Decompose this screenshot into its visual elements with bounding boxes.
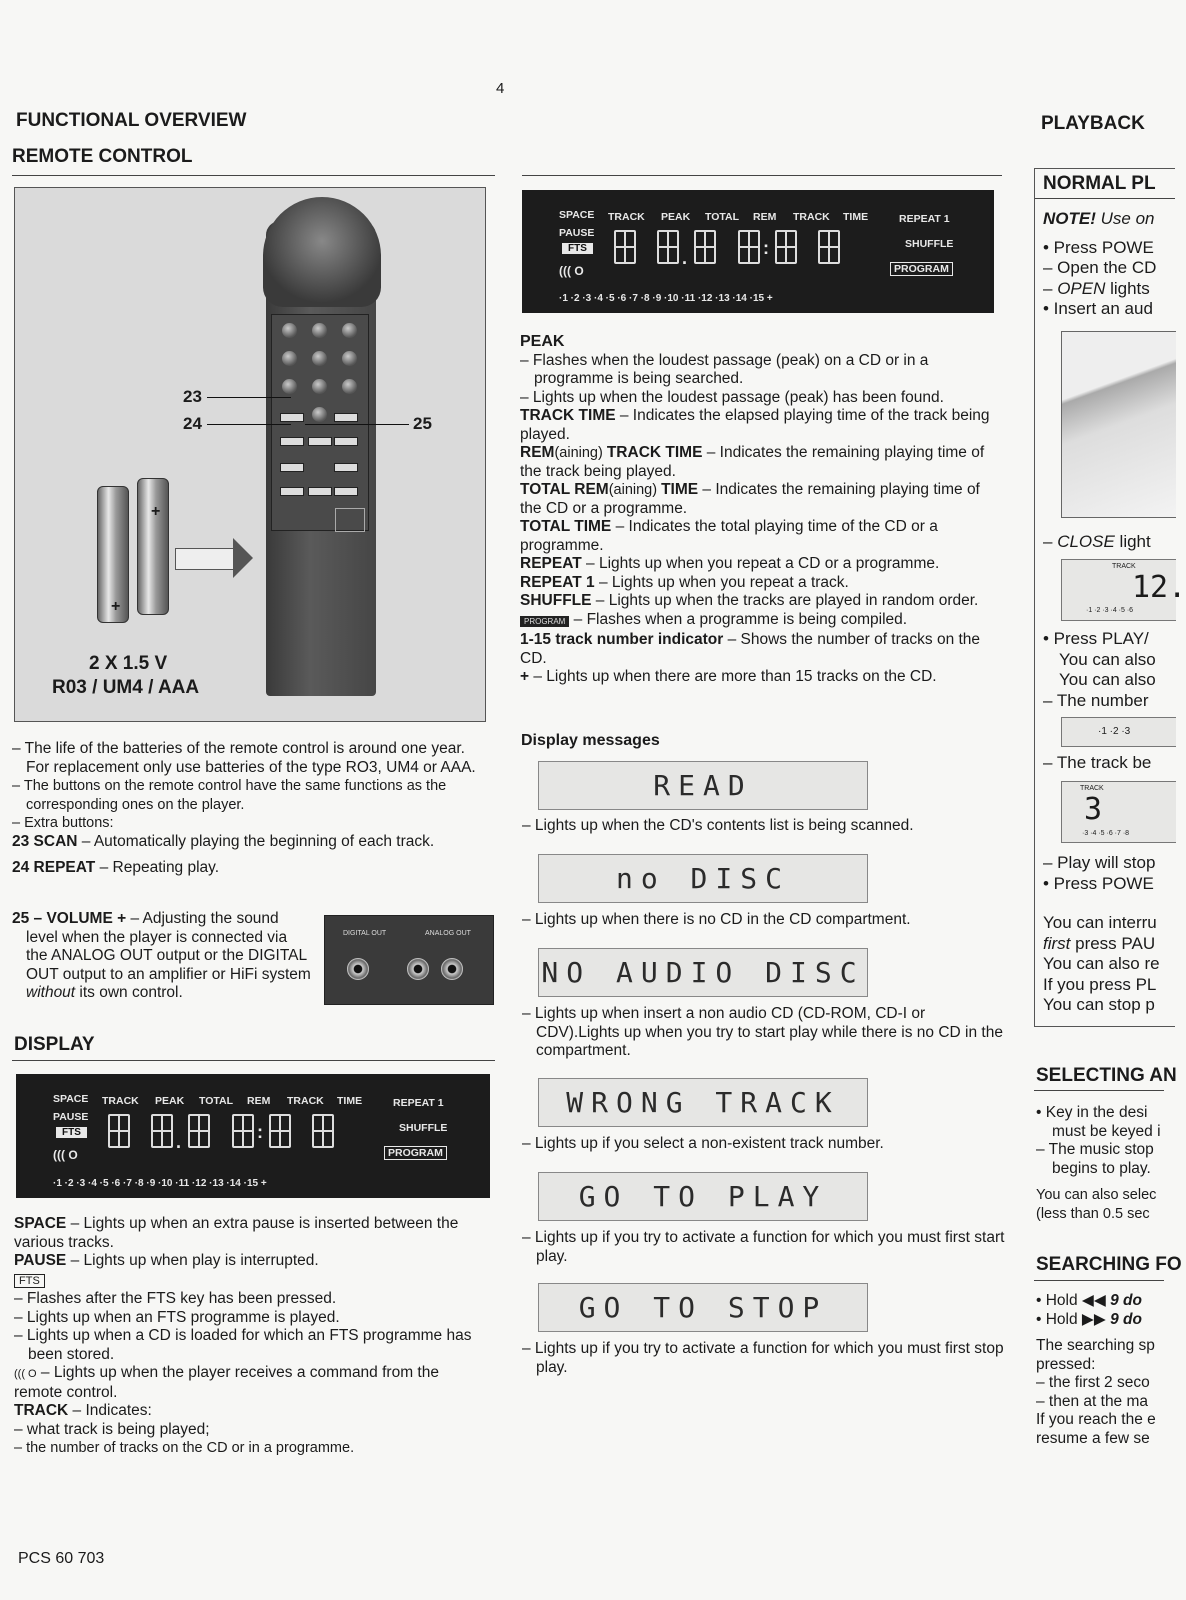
track-screen-3: TRACK 3 ·3 ·4 ·5 ·6 ·7 ·8 — [1061, 781, 1176, 843]
display-descriptions: SPACE – Lights up when an extra pause is inserted between the various tracks. PAUSE – Lights up when play is interrupted. FTS – Flashes after the FTS key has been pressed. – Lights up when an FTS programme is played. – Lights up when a CD is loaded for which an FTS programme has been stored. ((( O – Lights up when the player receives a command from the remote control. TRACK – Indicates: – what track is being played; – the number of tracks on the CD or in a programme. — [14, 1215, 472, 1456]
insert-arrow — [175, 548, 236, 570]
indicator-descriptions: PEAK – Flashes when the loudest passage (peak) on a CD or in a programme is being searched. – Lights up when the loudest passage (peak) has been found. TRACK TIME – Indicates the elapsed playing time of the track being played. REM(aining) TRACK TIME – Indicates the remaining playing time of the track being played. TOTAL REM(aining) TIME – Indicates the remaining playing time of the CD or a programme. TOTAL TIME – Indicates the total playing time of the CD or a programme. REPEAT – Lights up when you repeat a CD or a programme. REPEAT 1 – Lights up when you repeat a track. SHUFFLE – Lights up when the tracks are played in random order. PROGRAM – Flashes when a programme is being compiled. 1-15 track number indicator – Shows the number of tracks on the CD. + – Lights up when there are more than 15 tracks on the CD. — [520, 333, 990, 685]
selecting-title: SELECTING AN — [1036, 1065, 1177, 1086]
msg-no-audio-disc: NO AUDIO DISC — [538, 948, 868, 997]
battery-2 — [137, 478, 169, 615]
msg-read-text: – Lights up when the CD's contents list is being scanned. — [522, 817, 914, 834]
arrow-head-icon — [233, 538, 253, 578]
battery-spec-2: R03 / UM4 / AAA — [52, 677, 200, 698]
messages-title: Display messages — [521, 732, 660, 749]
remote-notes: – The life of the batteries of the remote control is around one year. For replacement only use batteries of the type RO3, UM4 or AAA. – The buttons on the remote control have the same functions as the corresponding ones on the player. – Extra buttons: 23 SCAN – Automatically playing the beginning of each track. 24 REPEAT – Repeating play. — [12, 740, 476, 876]
remote-logo — [263, 197, 381, 307]
display-diagram-middle: SPACE TRACK PEAK TOTAL REM TRACK TIME REPEAT 1 PAUSE FTS ((( O SHUFFLE PROGRAM . : ·1 ·2 ·3 ·4 ·5 ·6 ·7 ·8 ·9 ·10 ·11 ·12 ·13 ·14 ·15 + — [522, 190, 994, 313]
searching-text: • Hold ◀◀ 9 do • Hold ▶▶ 9 do The searching sp pressed: – the first 2 seco – then at the ma If you reach the e resume a few se — [1036, 1292, 1156, 1447]
msg-read: READ — [538, 761, 868, 810]
page-number: 4 — [496, 80, 505, 97]
section-title: FUNCTIONAL OVERVIEW — [16, 110, 247, 131]
analog-out-right-jack — [441, 958, 463, 980]
track-screen-2: ·1 ·2 ·3 — [1061, 717, 1176, 747]
msg-no-audio-disc-text: – Lights up when insert a non audio CD (CD-ROM, CD-I or CDV).Lights up when you try to start play while there is no CD in the compartment. — [522, 1005, 1003, 1059]
msg-wrong-track-text: – Lights up if you select a non-existent track number. — [522, 1135, 884, 1152]
footer-model: PCS 60 703 — [18, 1550, 105, 1567]
track-screen-1: TRACK 12. ·1 ·2 ·3 ·4 ·5 ·6 — [1061, 559, 1176, 621]
msg-no-disc-text: – Lights up when there is no CD in the CD compartment. — [522, 911, 911, 928]
selecting-text: • Key in the desi must be keyed i – The music stop begins to play. You can also selec (less than 0.5 sec — [1036, 1104, 1161, 1222]
battery-spec-1: 2 X 1.5 V — [89, 653, 168, 674]
msg-no-disc: no DISC — [538, 854, 868, 903]
callout-25: 25 — [413, 414, 432, 433]
fts-icon: FTS — [14, 1274, 45, 1288]
output-jacks-figure: DIGITAL OUT ANALOG OUT — [324, 915, 494, 1005]
msg-go-to-stop: GO TO STOP — [538, 1283, 868, 1332]
remote-signal-icon: ((( O — [53, 1148, 78, 1162]
battery-plus-2: + — [151, 503, 161, 520]
program-icon: PROGRAM — [520, 616, 569, 627]
analog-out-left-jack — [407, 958, 429, 980]
subsection-title: REMOTE CONTROL — [12, 146, 193, 167]
remote-button-panel — [271, 314, 369, 531]
cd-insert-illustration — [1061, 331, 1176, 518]
searching-title: SEARCHING FO — [1036, 1254, 1182, 1275]
msg-go-to-stop-text: – Lights up if you try to activate a function for which you must first stop play. — [522, 1340, 1004, 1376]
callout-23: 23 — [183, 387, 202, 406]
remote-signal-icon: ((( O — [14, 1368, 37, 1380]
remote-signal-icon: ((( O — [559, 264, 584, 278]
msg-go-to-play-text: – Lights up if you try to activate a function for which you must first start play. — [522, 1229, 1005, 1265]
display-title: DISPLAY — [14, 1034, 95, 1055]
display-diagram-left: SPACE TRACK PEAK TOTAL REM TRACK TIME REPEAT 1 PAUSE FTS ((( O SHUFFLE PROGRAM . : ·1 ·2 ·3 ·4 ·5 ·6 ·7 ·8 ·9 ·10 ·11 ·12 ·13 ·14 ·15 + — [16, 1074, 490, 1198]
msg-wrong-track: WRONG TRACK — [538, 1078, 868, 1127]
msg-go-to-play: GO TO PLAY — [538, 1172, 868, 1221]
normal-play-box: NORMAL PL NOTE! Use on • Press POWE – Open the CD – OPEN lights • Insert an aud – CLOSE light TRACK 12. ·1 ·2 ·3 ·4 ·5 ·6 • Press PLAY/ You can also You can also – The number ·1 ·2 ·3 – The track be TRACK 3 ·3 ·4 ·5 ·6 ·7 ·8 – Play will stop • Press POWE You can interru first press PAU You can also re If you press PL You can stop p — [1034, 168, 1175, 1027]
callout-24: 24 — [183, 414, 202, 433]
remote-control-figure — [14, 187, 486, 722]
digital-out-jack — [347, 958, 369, 980]
volume-note: 25 – VOLUME + – Adjusting the sound level when the player is connected via the ANALOG OUT output or the DIGITAL OUT output to an amplifier or HiFi system without its own control. — [12, 910, 311, 1001]
battery-plus: + — [111, 598, 121, 615]
playback-title: PLAYBACK — [1041, 113, 1145, 134]
disc-logo — [335, 508, 365, 532]
